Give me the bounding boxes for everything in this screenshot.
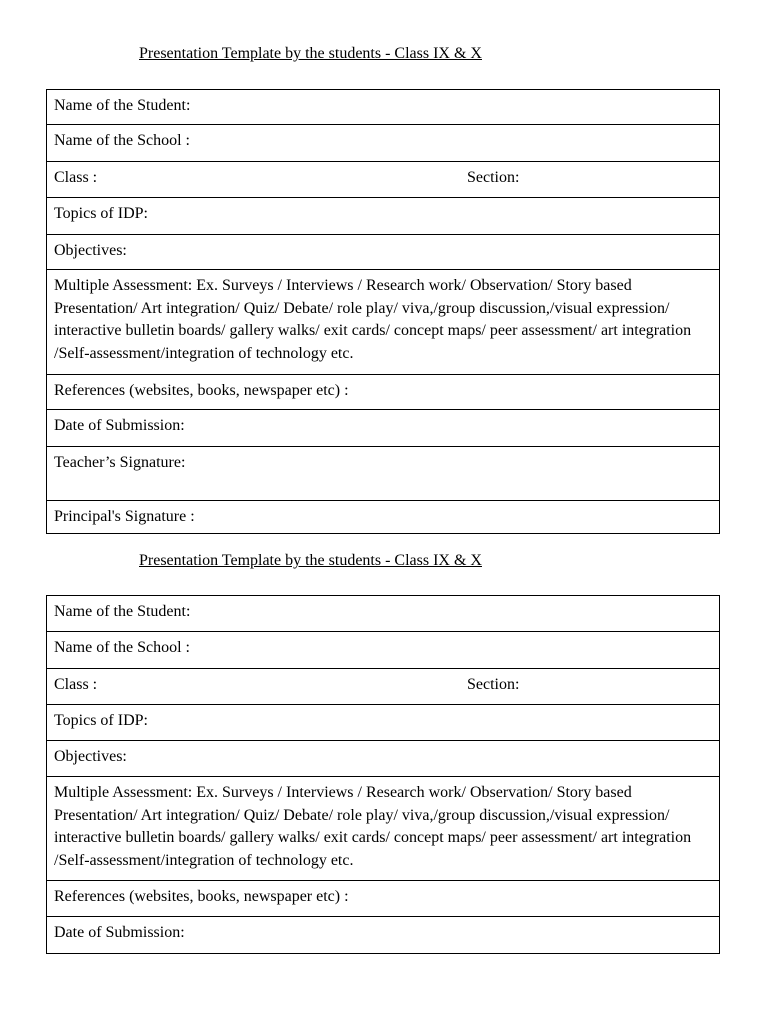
class-row[interactable] — [46, 669, 720, 705]
student-name-label: Name of the Student: — [54, 603, 191, 620]
references-row[interactable] — [46, 375, 720, 410]
school-name-row[interactable] — [46, 125, 720, 162]
assessment-text: Multiple Assessment: Ex. Surveys / Interviews / Research work/ Observation/ Story based Presentation/ Art integration/ Quiz/ Debate/ role play/ viva,/group discussion,/visual expression/ interactive bulletin boards/ gallery walks/ exit cards/ concept maps/ peer assessment/ art integration /Self-assessment/integration of technology etc. — [54, 277, 692, 362]
topics-label: Topics of IDP: — [54, 205, 148, 222]
references-row[interactable] — [46, 881, 720, 917]
assessment-row[interactable] — [46, 270, 720, 375]
student-name-label: Name of the Student: — [54, 97, 191, 114]
date-row[interactable] — [46, 917, 720, 954]
class-row[interactable] — [46, 162, 720, 198]
form-1-table — [46, 89, 720, 534]
date-row[interactable] — [46, 410, 720, 447]
objectives-row[interactable] — [46, 741, 720, 777]
section-label: Section: — [467, 676, 520, 693]
principal-signature-row[interactable] — [46, 501, 720, 534]
references-label: References (websites, books, newspaper etc) : — [54, 382, 349, 399]
topics-label: Topics of IDP: — [54, 712, 148, 729]
form-2-title: Presentation Template by the students - Class IX & X — [139, 552, 482, 569]
date-label: Date of Submission: — [54, 417, 185, 434]
form-1-title: Presentation Template by the students - Class IX & X — [139, 45, 482, 62]
topics-row[interactable] — [46, 198, 720, 235]
class-label: Class : — [54, 169, 98, 186]
school-name-row[interactable] — [46, 632, 720, 669]
school-name-label: Name of the School : — [54, 132, 190, 149]
section-label: Section: — [467, 169, 520, 186]
assessment-row[interactable] — [46, 777, 720, 881]
form-2-table — [46, 595, 720, 954]
student-name-row[interactable] — [46, 89, 720, 125]
date-label: Date of Submission: — [54, 924, 185, 941]
references-label: References (websites, books, newspaper etc) : — [54, 888, 349, 905]
teacher-signature-row[interactable] — [46, 447, 720, 501]
teacher-signature-label: Teacher’s Signature: — [54, 454, 186, 471]
principal-signature-label: Principal's Signature : — [54, 508, 195, 525]
student-name-row[interactable] — [46, 595, 720, 632]
school-name-label: Name of the School : — [54, 639, 190, 656]
objectives-label: Objectives: — [54, 242, 127, 259]
objectives-label: Objectives: — [54, 748, 127, 765]
assessment-text: Multiple Assessment: Ex. Surveys / Interviews / Research work/ Observation/ Story based Presentation/ Art integration/ Quiz/ Debate/ role play/ viva,/group discussion,/visual expression/ interactive bulletin boards/ gallery walks/ exit cards/ concept maps/ peer assessment/ art integration /Self-assessment/integration of technology etc. — [54, 784, 692, 869]
objectives-row[interactable] — [46, 235, 720, 270]
topics-row[interactable] — [46, 705, 720, 741]
class-label: Class : — [54, 676, 98, 693]
